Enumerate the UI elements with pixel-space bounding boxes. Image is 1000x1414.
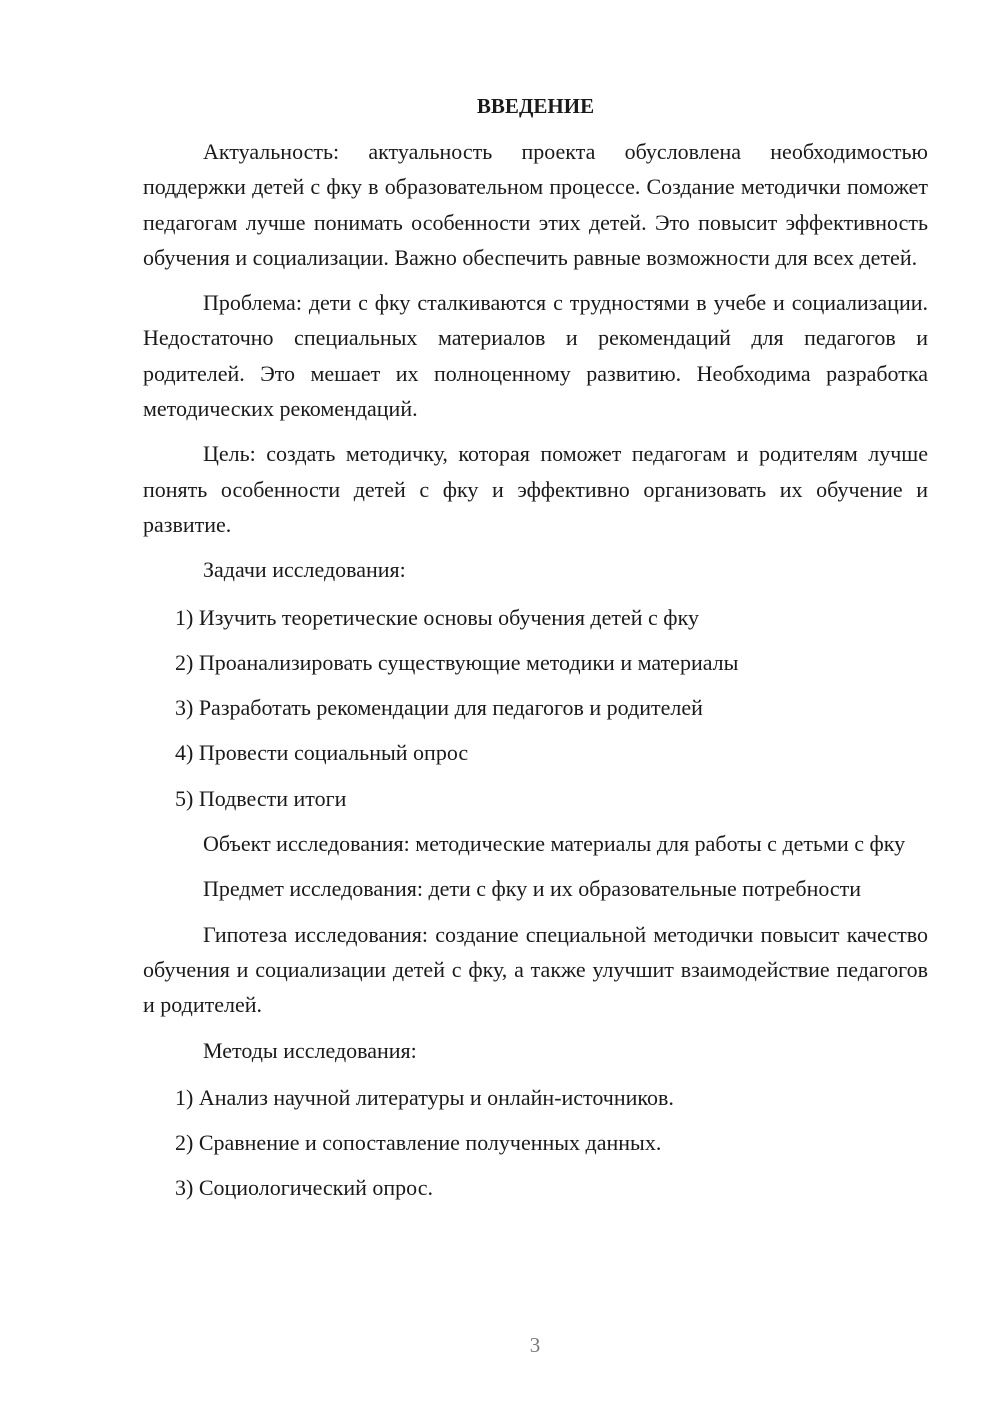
task-item: 5) Подвести итоги bbox=[175, 785, 347, 811]
method-item: 3) Социологический опрос. bbox=[175, 1175, 433, 1201]
task-item: 4) Провести социальный опрос bbox=[175, 740, 469, 766]
methods-list bbox=[143, 1080, 928, 1206]
method-item: 2) Сравнение и сопоставление полученных данных. bbox=[175, 1130, 662, 1156]
method-item: 1) Анализ научной литературы и онлайн-источников. bbox=[175, 1084, 674, 1110]
relevance-paragraph: Актуальность: актуальность проекта обусловлена необходимостью поддержки детей с фку в образовательном процессе. Создание методички поможет педагогам лучше понимать особенности этих детей. Это повысит эффективность обучения и социализации. Важно обеспечить равные возможности для всех детей. bbox=[143, 139, 928, 270]
page-title: ВВЕДЕНИЕ bbox=[476, 94, 595, 118]
hypothesis-paragraph: Гипотеза исследования: создание специальной методички повысит качество обучения и социализации детей с фку, а также улучшит взаимодействие педагогов и родителей. bbox=[143, 921, 928, 1018]
page-number: 3 bbox=[529, 1333, 541, 1357]
subject-paragraph: Предмет исследования: дети с фку и их образовательные потребности bbox=[203, 876, 862, 902]
object-paragraph: Объект исследования: методические материалы для работы с детьми с фку bbox=[203, 831, 906, 857]
methods-heading: Методы исследования: bbox=[203, 1037, 417, 1063]
task-item: 2) Проанализировать существующие методики и материалы bbox=[175, 649, 739, 675]
tasks-list bbox=[143, 600, 928, 816]
task-item: 1) Изучить теоретические основы обучения детей с фку bbox=[175, 604, 699, 630]
document-page bbox=[143, 92, 928, 1216]
task-item: 3) Разработать рекомендации для педагогов и родителей bbox=[175, 695, 703, 721]
goal-paragraph: Цель: создать методичку, которая поможет педагогам и родителям лучше понять особенности детей с фку и эффективно организовать их обучение и развитие. bbox=[143, 441, 928, 537]
tasks-heading: Задачи исследования: bbox=[203, 557, 406, 583]
problem-paragraph: Проблема: дети с фку сталкиваются с трудностями в учебе и социализации. Недостаточно специальных материалов и рекомендаций для педагогов и родителей. Это мешает их полноценному развитию. Необходима разработка методических рекомендаций. bbox=[143, 290, 928, 422]
